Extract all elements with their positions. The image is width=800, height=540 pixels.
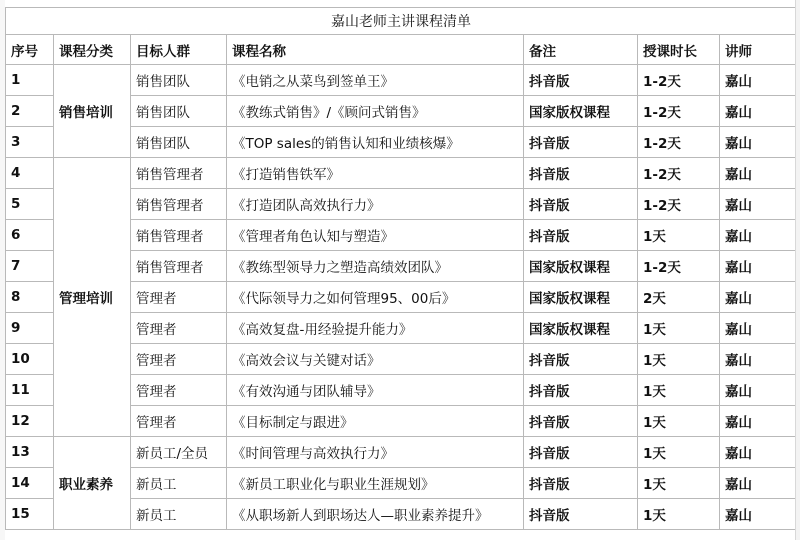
table-body <box>6 65 797 530</box>
cell-note[interactable]: 国家版权课程 <box>524 96 638 127</box>
header-audience[interactable]: 目标人群 <box>131 35 227 65</box>
cell-audience[interactable]: 新员工 <box>131 468 227 499</box>
cell-course[interactable]: 《高效复盘-用经验提升能力》 <box>227 313 524 344</box>
cell-note[interactable]: 抖音版 <box>524 437 638 468</box>
cell-duration[interactable]: 1天 <box>638 220 720 251</box>
cell-no[interactable]: 2 <box>6 96 54 127</box>
cell-duration[interactable]: 1天 <box>638 468 720 499</box>
cell-audience[interactable]: 销售团队 <box>131 96 227 127</box>
cell-audience[interactable]: 管理者 <box>131 313 227 344</box>
sheet-right-gutter <box>795 0 800 540</box>
cell-audience[interactable]: 新员工/全员 <box>131 437 227 468</box>
cell-audience[interactable]: 销售管理者 <box>131 251 227 282</box>
cell-lecturer[interactable]: 嘉山 <box>720 437 797 468</box>
title-row <box>6 8 797 35</box>
header-category[interactable]: 课程分类 <box>54 35 131 65</box>
cell-note[interactable]: 国家版权课程 <box>524 251 638 282</box>
cell-no[interactable]: 10 <box>6 344 54 375</box>
cell-audience[interactable]: 管理者 <box>131 344 227 375</box>
cell-audience[interactable]: 销售管理者 <box>131 220 227 251</box>
cell-no[interactable]: 5 <box>6 189 54 220</box>
cell-lecturer[interactable]: 嘉山 <box>720 499 797 530</box>
course-list-table <box>5 7 797 530</box>
cell-no[interactable]: 3 <box>6 127 54 158</box>
cell-duration[interactable]: 1-2天 <box>638 251 720 282</box>
cell-note[interactable]: 国家版权课程 <box>524 313 638 344</box>
header-no[interactable]: 序号 <box>6 35 54 65</box>
cell-category[interactable]: 销售培训 <box>54 65 131 158</box>
cell-audience[interactable]: 销售管理者 <box>131 158 227 189</box>
cell-course[interactable]: 《高效会议与关键对话》 <box>227 344 524 375</box>
cell-duration[interactable]: 1-2天 <box>638 96 720 127</box>
cell-course[interactable]: 《从职场新人到职场达人—职业素养提升》 <box>227 499 524 530</box>
cell-course[interactable]: 《管理者角色认知与塑造》 <box>227 220 524 251</box>
cell-note[interactable]: 抖音版 <box>524 375 638 406</box>
cell-duration[interactable]: 1天 <box>638 499 720 530</box>
cell-no[interactable]: 15 <box>6 499 54 530</box>
cell-lecturer[interactable]: 嘉山 <box>720 406 797 437</box>
cell-audience[interactable]: 新员工 <box>131 499 227 530</box>
cell-lecturer[interactable]: 嘉山 <box>720 158 797 189</box>
cell-note[interactable]: 国家版权课程 <box>524 282 638 313</box>
cell-duration[interactable]: 1天 <box>638 406 720 437</box>
header-row <box>6 35 797 65</box>
cell-lecturer[interactable]: 嘉山 <box>720 189 797 220</box>
cell-lecturer[interactable]: 嘉山 <box>720 313 797 344</box>
cell-duration[interactable]: 1天 <box>638 344 720 375</box>
cell-course[interactable]: 《目标制定与跟进》 <box>227 406 524 437</box>
cell-no[interactable]: 14 <box>6 468 54 499</box>
header-course[interactable]: 课程名称 <box>227 35 524 65</box>
cell-no[interactable]: 11 <box>6 375 54 406</box>
cell-category[interactable]: 管理培训 <box>54 158 131 437</box>
cell-no[interactable]: 9 <box>6 313 54 344</box>
cell-course[interactable]: 《打造销售铁军》 <box>227 158 524 189</box>
cell-course[interactable]: 《电销之从菜鸟到签单王》 <box>227 65 524 96</box>
table-row <box>6 65 797 96</box>
cell-lecturer[interactable]: 嘉山 <box>720 282 797 313</box>
header-note[interactable]: 备注 <box>524 35 638 65</box>
cell-note[interactable]: 抖音版 <box>524 406 638 437</box>
cell-note[interactable]: 抖音版 <box>524 468 638 499</box>
cell-no[interactable]: 8 <box>6 282 54 313</box>
cell-audience[interactable]: 管理者 <box>131 282 227 313</box>
cell-lecturer[interactable]: 嘉山 <box>720 251 797 282</box>
table-title[interactable]: 嘉山老师主讲课程清单 <box>6 8 797 35</box>
cell-note[interactable]: 抖音版 <box>524 189 638 220</box>
cell-lecturer[interactable]: 嘉山 <box>720 344 797 375</box>
header-duration[interactable]: 授课时长 <box>638 35 720 65</box>
table-row <box>6 158 797 189</box>
cell-no[interactable]: 13 <box>6 437 54 468</box>
cell-course[interactable]: 《时间管理与高效执行力》 <box>227 437 524 468</box>
cell-course[interactable]: 《教练型领导力之塑造高绩效团队》 <box>227 251 524 282</box>
cell-note[interactable]: 抖音版 <box>524 344 638 375</box>
cell-duration[interactable]: 1天 <box>638 437 720 468</box>
cell-duration[interactable]: 1天 <box>638 313 720 344</box>
cell-audience[interactable]: 管理者 <box>131 406 227 437</box>
cell-course[interactable]: 《代际领导力之如何管理95、00后》 <box>227 282 524 313</box>
cell-duration[interactable]: 1-2天 <box>638 189 720 220</box>
cell-note[interactable]: 抖音版 <box>524 158 638 189</box>
cell-no[interactable]: 1 <box>6 65 54 96</box>
cell-duration[interactable]: 1-2天 <box>638 127 720 158</box>
cell-lecturer[interactable]: 嘉山 <box>720 96 797 127</box>
cell-course[interactable]: 《TOP sales的销售认知和业绩核爆》 <box>227 127 524 158</box>
cell-course[interactable]: 《打造团队高效执行力》 <box>227 189 524 220</box>
cell-no[interactable]: 4 <box>6 158 54 189</box>
cell-audience[interactable]: 销售团队 <box>131 65 227 96</box>
cell-note[interactable]: 抖音版 <box>524 220 638 251</box>
cell-note[interactable]: 抖音版 <box>524 65 638 96</box>
cell-duration[interactable]: 1-2天 <box>638 158 720 189</box>
cell-duration[interactable]: 2天 <box>638 282 720 313</box>
cell-no[interactable]: 12 <box>6 406 54 437</box>
cell-no[interactable]: 6 <box>6 220 54 251</box>
table-row <box>6 437 797 468</box>
cell-audience[interactable]: 管理者 <box>131 375 227 406</box>
cell-duration[interactable]: 1天 <box>638 375 720 406</box>
cell-lecturer[interactable]: 嘉山 <box>720 468 797 499</box>
cell-course[interactable]: 《教练式销售》/《顾问式销售》 <box>227 96 524 127</box>
cell-audience[interactable]: 销售团队 <box>131 127 227 158</box>
cell-lecturer[interactable]: 嘉山 <box>720 375 797 406</box>
cell-course[interactable]: 《有效沟通与团队辅导》 <box>227 375 524 406</box>
cell-category[interactable]: 职业素养 <box>54 437 131 530</box>
cell-audience[interactable]: 销售管理者 <box>131 189 227 220</box>
cell-lecturer[interactable]: 嘉山 <box>720 65 797 96</box>
header-lecturer[interactable]: 讲师 <box>720 35 797 65</box>
cell-no[interactable]: 7 <box>6 251 54 282</box>
cell-lecturer[interactable]: 嘉山 <box>720 220 797 251</box>
cell-course[interactable]: 《新员工职业化与职业生涯规划》 <box>227 468 524 499</box>
cell-note[interactable]: 抖音版 <box>524 127 638 158</box>
cell-lecturer[interactable]: 嘉山 <box>720 127 797 158</box>
cell-duration[interactable]: 1-2天 <box>638 65 720 96</box>
cell-note[interactable]: 抖音版 <box>524 499 638 530</box>
